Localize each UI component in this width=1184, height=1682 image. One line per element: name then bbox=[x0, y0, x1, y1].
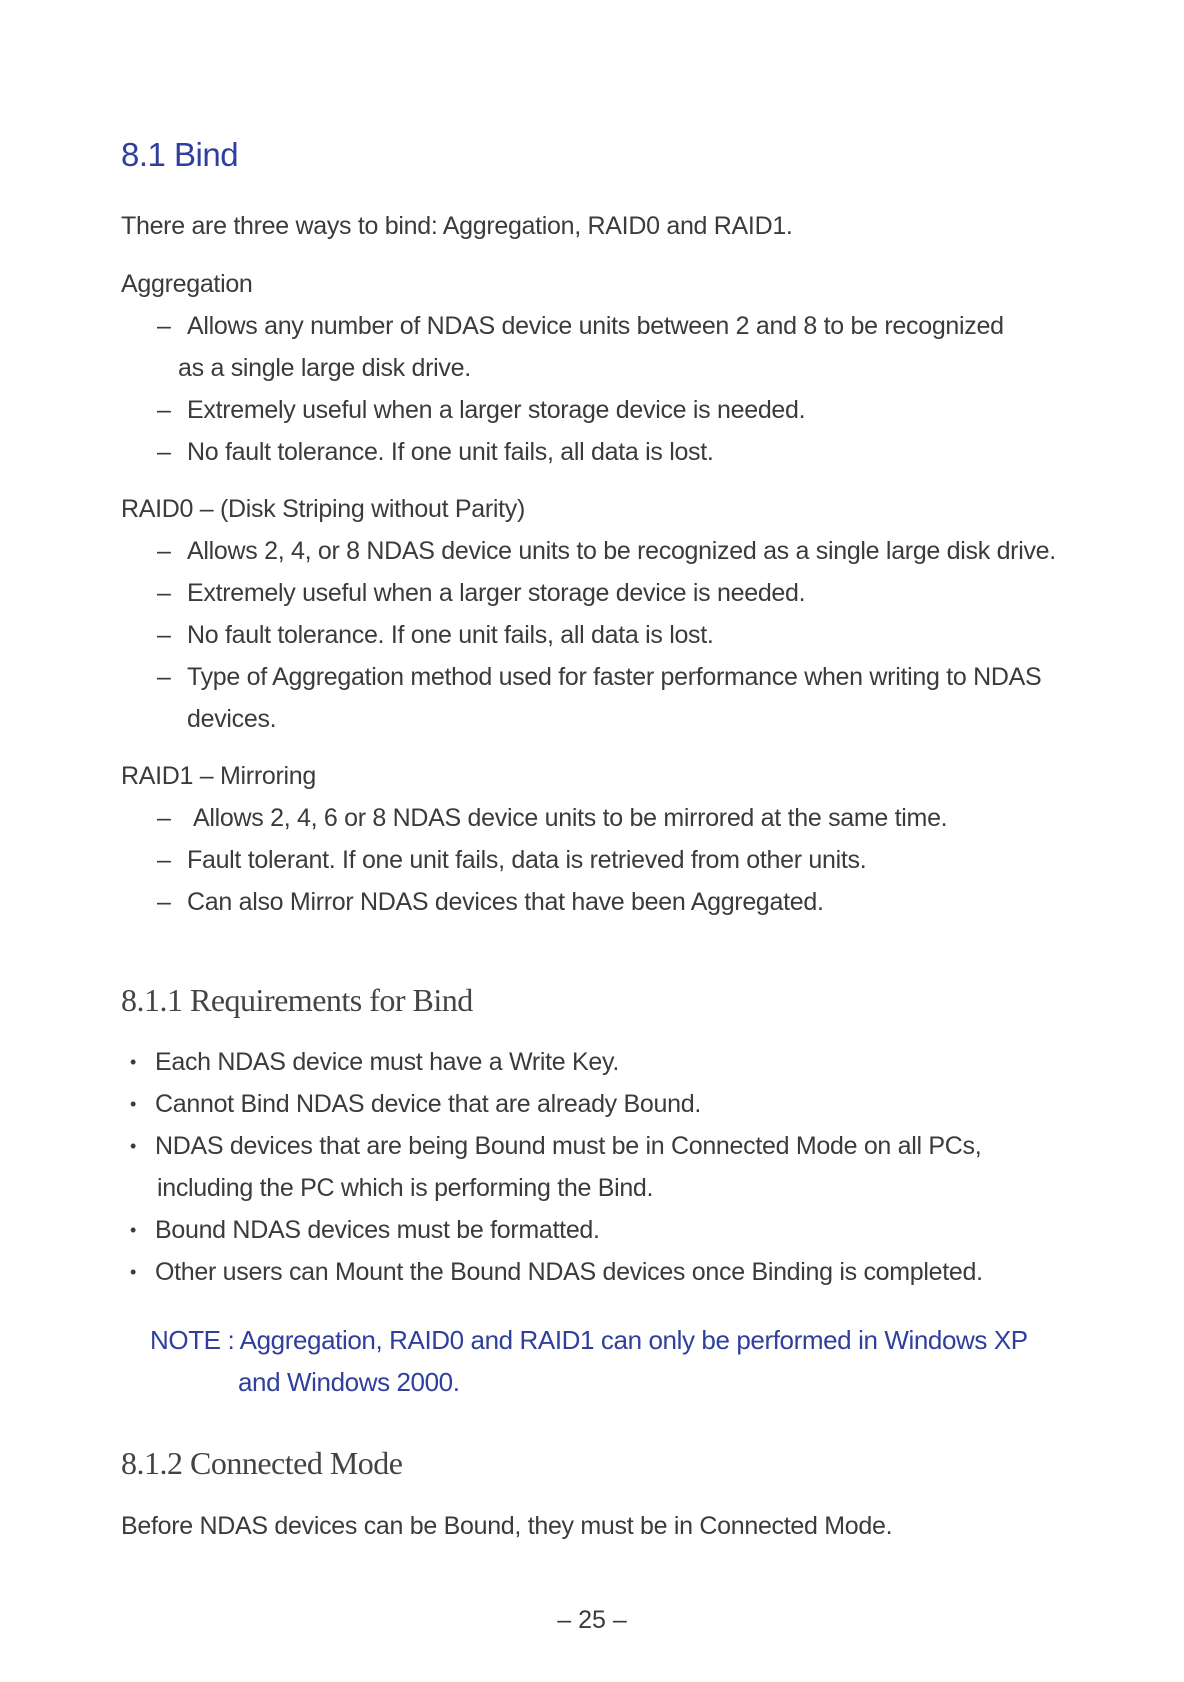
raid0-item bbox=[157, 537, 1056, 566]
raid0-item bbox=[157, 579, 805, 608]
dash-marker: – bbox=[157, 804, 171, 832]
raid0-item bbox=[157, 621, 714, 650]
note-line-1: NOTE : Aggregation, RAID0 and RAID1 can only be performed in Windows XP bbox=[150, 1325, 1028, 1355]
requirement-text: NDAS devices that are being Bound must be in Connected Mode on all PCs, bbox=[155, 1132, 982, 1160]
dash-marker: – bbox=[157, 312, 171, 340]
section-title: 8.1 Bind bbox=[121, 136, 239, 173]
requirement-text: Bound NDAS devices must be formatted. bbox=[155, 1216, 600, 1244]
aggregation-item bbox=[157, 438, 714, 467]
raid1-item-text: Allows 2, 4, 6 or 8 NDAS device units to be mirrored at the same time. bbox=[193, 804, 948, 832]
raid0-item-continuation: devices. bbox=[187, 705, 277, 733]
raid0-heading: RAID0 – (Disk Striping without Parity) bbox=[121, 495, 526, 523]
dash-marker: – bbox=[157, 846, 171, 874]
page-number: – 25 – bbox=[557, 1606, 627, 1634]
requirement-bullet bbox=[130, 1132, 981, 1161]
raid0-item-text: Allows 2, 4, or 8 NDAS device units to be recognized as a single large disk drive. bbox=[187, 537, 1056, 565]
bullet-marker: • bbox=[130, 1094, 137, 1114]
intro-text: There are three ways to bind: Aggregation, RAID0 and RAID1. bbox=[121, 212, 793, 240]
dash-marker: – bbox=[157, 888, 171, 916]
raid0-item-text: No fault tolerance. If one unit fails, all data is lost. bbox=[187, 621, 714, 649]
requirement-text: Cannot Bind NDAS device that are already Bound. bbox=[155, 1090, 701, 1118]
requirement-text: Each NDAS device must have a Write Key. bbox=[155, 1048, 619, 1076]
bullet-marker: • bbox=[130, 1220, 137, 1240]
bullet-marker: • bbox=[130, 1052, 137, 1072]
requirements-title: 8.1.1 Requirements for Bind bbox=[121, 982, 473, 1018]
aggregation-item bbox=[157, 312, 1004, 341]
raid0-item bbox=[157, 663, 1041, 692]
bullet-marker: • bbox=[130, 1136, 137, 1156]
requirement-bullet bbox=[130, 1090, 701, 1119]
requirement-text: Other users can Mount the Bound NDAS devices once Binding is completed. bbox=[155, 1258, 983, 1286]
aggregation-item-text: No fault tolerance. If one unit fails, all data is lost. bbox=[187, 438, 714, 466]
aggregation-heading: Aggregation bbox=[121, 270, 253, 298]
raid1-item bbox=[157, 888, 824, 917]
raid1-item bbox=[157, 846, 866, 875]
bullet-marker: • bbox=[130, 1262, 137, 1282]
raid0-item-text: Type of Aggregation method used for faster performance when writing to NDAS bbox=[187, 663, 1042, 691]
raid1-heading: RAID1 – Mirroring bbox=[121, 762, 316, 790]
dash-marker: – bbox=[157, 579, 171, 607]
dash-marker: – bbox=[157, 621, 171, 649]
dash-marker: – bbox=[157, 396, 171, 424]
connected-mode-title: 8.1.2 Connected Mode bbox=[121, 1445, 403, 1481]
requirement-bullet bbox=[130, 1258, 983, 1287]
connected-mode-text: Before NDAS devices can be Bound, they must be in Connected Mode. bbox=[121, 1512, 893, 1540]
raid0-item-text: Extremely useful when a larger storage device is needed. bbox=[187, 579, 806, 607]
dash-marker: – bbox=[157, 537, 171, 565]
note-line-2: and Windows 2000. bbox=[238, 1367, 460, 1397]
aggregation-item bbox=[157, 396, 805, 425]
requirement-bullet bbox=[130, 1216, 600, 1245]
raid1-item-text: Can also Mirror NDAS devices that have been Aggregated. bbox=[187, 888, 824, 916]
aggregation-item-text: Allows any number of NDAS device units between 2 and 8 to be recognized bbox=[187, 312, 1004, 340]
raid1-item-text: Fault tolerant. If one unit fails, data is retrieved from other units. bbox=[187, 846, 867, 874]
requirement-continuation: including the PC which is performing the Bind. bbox=[157, 1174, 654, 1202]
dash-marker: – bbox=[157, 663, 171, 691]
raid1-item bbox=[157, 804, 947, 833]
aggregation-item-continuation: as a single large disk drive. bbox=[178, 354, 471, 382]
requirement-bullet bbox=[130, 1048, 619, 1077]
dash-marker: – bbox=[157, 438, 171, 466]
aggregation-item-text: Extremely useful when a larger storage device is needed. bbox=[187, 396, 806, 424]
